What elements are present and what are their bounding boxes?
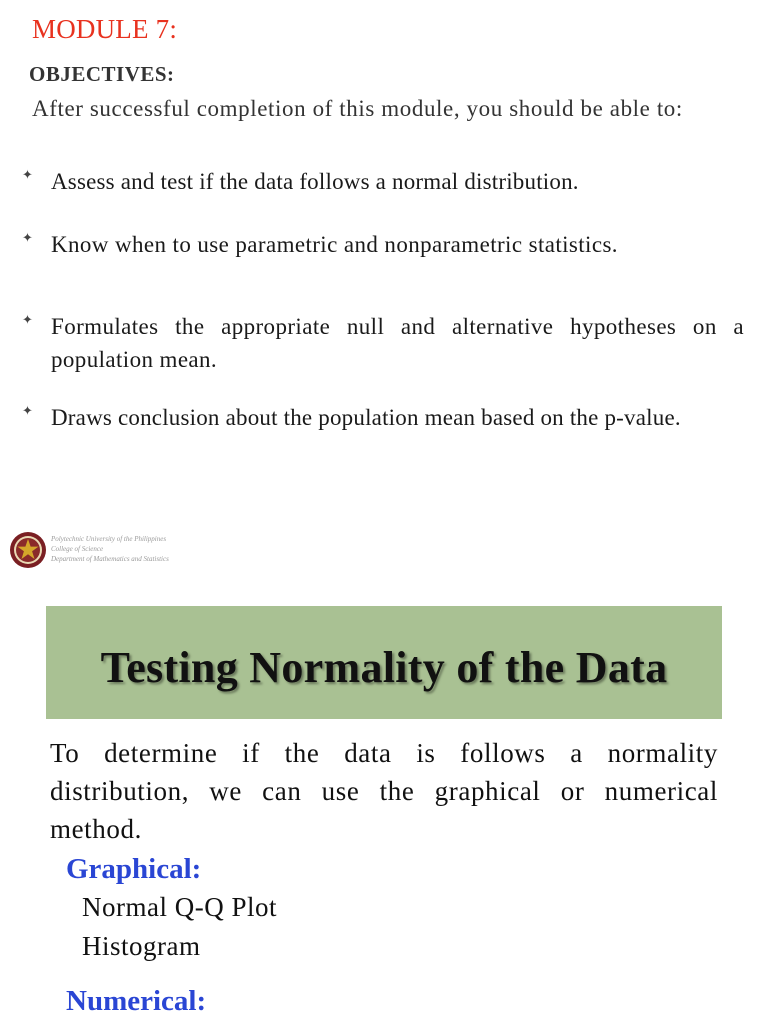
graphical-heading: Graphical: (66, 853, 202, 885)
star-bullet-icon: ✦ (22, 404, 33, 419)
institution-text (51, 534, 169, 564)
section-title: Testing Normality of the Data (100, 643, 668, 692)
objective-text: Formulates the appropriate null and alternative hypotheses on a population mean. (51, 314, 744, 372)
institution-college: College of Science (51, 545, 104, 553)
numerical-heading: Numerical: (66, 985, 207, 1017)
institution-department: Department of Mathematics and Statistics (51, 555, 169, 563)
objective-text: Assess and test if the data follows a normal distribution. (51, 169, 579, 194)
module-title: MODULE 7: (32, 14, 178, 44)
objective-text: Draws conclusion about the population mean based on the p-value. (51, 405, 681, 430)
section-intro: To determine if the data is follows a normality distribution, we can use the graphical or numerical method. (50, 738, 718, 844)
method-item-histogram: Histogram (82, 931, 201, 961)
section-banner (46, 606, 722, 719)
objectives-intro: After successful completion of this module, you should be able to: (32, 96, 683, 121)
star-bullet-icon: ✦ (22, 168, 33, 183)
star-bullet-icon: ✦ (22, 231, 33, 246)
objectives-heading: OBJECTIVES: (29, 62, 175, 86)
method-item-qq-plot: Normal Q-Q Plot (82, 892, 277, 922)
institution-university: Polytechnic University of the Philippines (51, 535, 167, 543)
star-bullet-icon: ✦ (22, 313, 33, 328)
university-seal-icon (9, 531, 47, 569)
objective-text: Know when to use parametric and nonparametric statistics. (51, 232, 618, 257)
